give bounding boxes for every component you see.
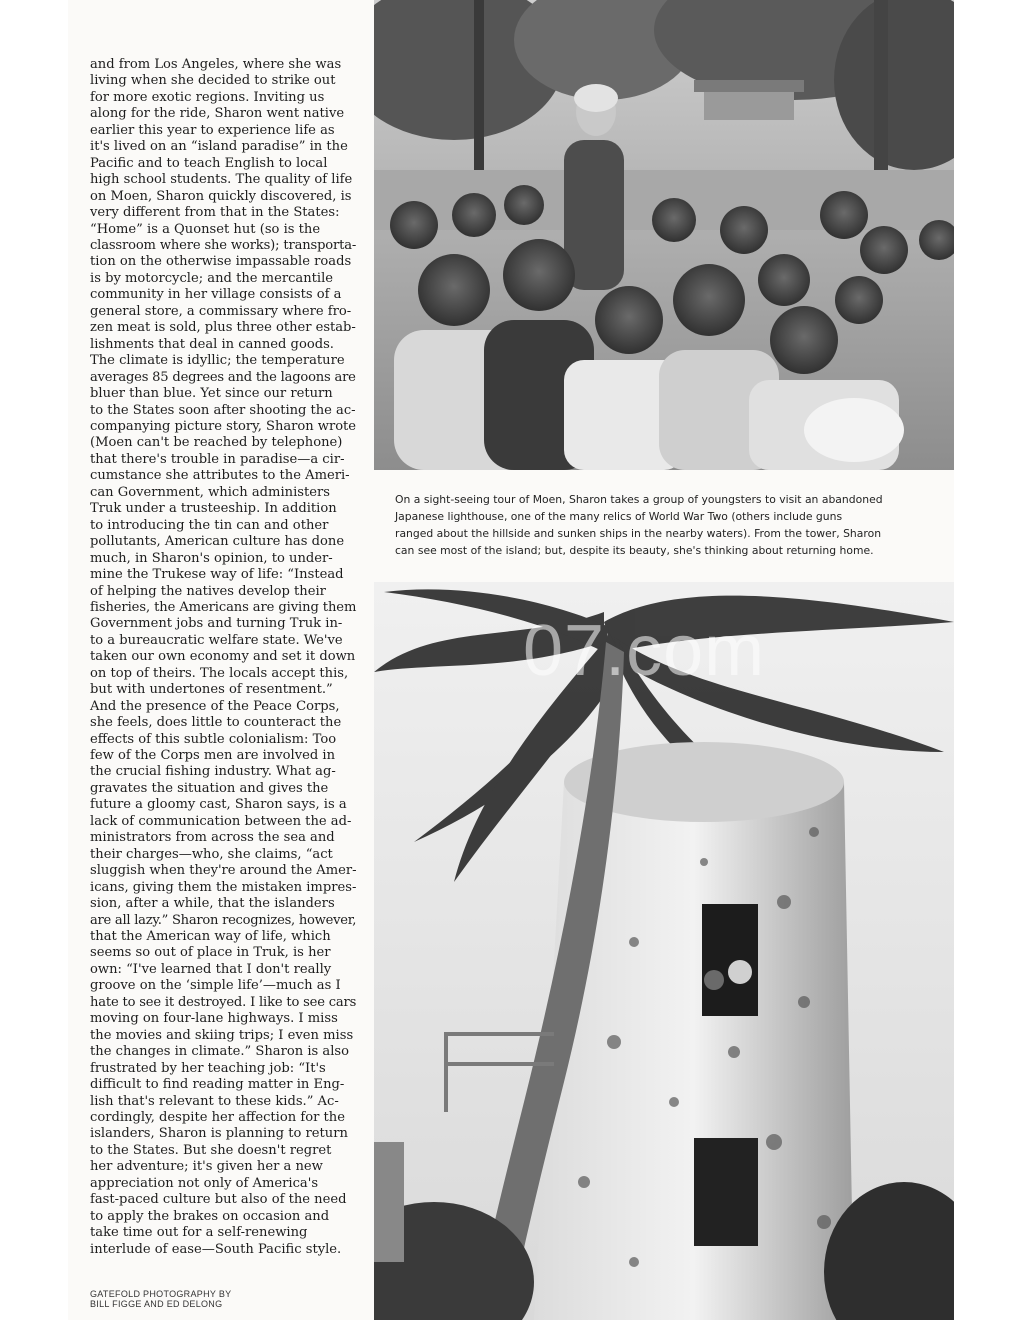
article-line: The climate is idyllic; the temperature: [90, 353, 345, 369]
lighthouse-palm-photo: [374, 582, 954, 1320]
article-line: fisheries, the Americans are giving them: [90, 599, 357, 615]
article-line: lack of communication between the ad-: [90, 813, 352, 829]
article-line: effects of this subtle colonialism: Too: [90, 731, 337, 747]
article-line: she feels, does little to counteract the: [90, 715, 342, 731]
article-line: sion, after a while, that the islanders: [90, 896, 335, 912]
article-line: few of the Corps men are involved in: [90, 748, 336, 764]
article-line: on top of theirs. The locals accept this,: [90, 665, 349, 681]
article-line: own: “I've learned that I don't really: [90, 961, 332, 977]
caption-line-3: ranged about the hillside and sunken ships in the nearby waters). From the tower, Sharon: [395, 527, 882, 540]
article-body-column: [90, 57, 356, 1258]
article-line: to the States soon after shooting the ac-: [90, 402, 356, 418]
article-line: can Government, which administers: [90, 484, 330, 500]
article-line: earlier this year to experience life as: [90, 122, 335, 138]
article-line: is by motorcycle; and the mercantile: [90, 270, 334, 286]
photo-caption: [395, 491, 928, 559]
article-line: lish that's relevant to these kids.” Ac-: [90, 1093, 339, 1109]
photo-credit-line-2: BILL FIGGE AND ED DELONG: [90, 1299, 223, 1309]
article-line: community in her village consists of a: [90, 287, 342, 303]
article-line: living when she decided to strike out: [90, 73, 336, 89]
article-line: bluer than blue. Yet since our return: [90, 386, 333, 402]
article-line: (Moen can't be reached by telephone): [90, 435, 343, 451]
watermark: 07.com: [523, 611, 766, 691]
children-group-photo: [374, 0, 954, 470]
article-line: appreciation not only of America's: [90, 1175, 319, 1191]
article-line: and from Los Angeles, where she was: [90, 57, 342, 72]
article-line: to the States. But she doesn't regret: [90, 1142, 332, 1158]
article-line: high school students. The quality of life: [90, 172, 353, 188]
article-line: And the presence of the Peace Corps,: [90, 698, 340, 714]
article-line: of helping the natives develop their: [90, 583, 326, 599]
article-line: taken our own economy and set it down: [90, 649, 356, 665]
article-line: tion on the otherwise impassable roads: [90, 254, 352, 270]
article-line: difficult to find reading matter in Eng-: [90, 1077, 345, 1093]
article-line: their charges—who, she claims, “act: [90, 846, 333, 862]
article-line: frustrated by her teaching job: “It's: [90, 1060, 326, 1076]
article-line: her adventure; it's given her a new: [90, 1159, 323, 1175]
article-line: the movies and skiing trips; I even miss: [90, 1027, 354, 1043]
caption-line-1: On a sight-seeing tour of Moen, Sharon takes a group of youngsters to visit an abandoned: [395, 493, 883, 506]
children-group-image: [374, 0, 954, 470]
lighthouse-palm-image: [374, 582, 954, 1320]
article-line: that there's trouble in paradise—a cir-: [90, 451, 345, 467]
photo-credit-line-1: GATEFOLD PHOTOGRAPHY BY: [90, 1289, 232, 1299]
article-line: ministrators from across the sea and: [90, 830, 335, 846]
article-line: Truk under a trusteeship. In addition: [90, 501, 337, 517]
article-line: fast-paced culture but also of the need: [90, 1192, 347, 1208]
article-line: cordingly, despite her affection for the: [90, 1110, 345, 1125]
article-line: the changes in climate.” Sharon is also: [90, 1044, 349, 1060]
article-line: along for the ride, Sharon went native: [90, 106, 345, 122]
article-line: to introducing the tin can and other: [90, 517, 329, 533]
article-line: islanders, Sharon is planning to return: [90, 1126, 348, 1142]
article-line: “Home” is a Quonset hut (so is the: [90, 221, 321, 237]
article-line: it's lived on an “island paradise” in the: [90, 139, 348, 155]
article-line: hate to see it destroyed. I like to see cars: [90, 994, 357, 1010]
article-line: classroom where she works); transporta-: [90, 237, 357, 253]
article-line: future a gloomy cast, Sharon says, is a: [90, 797, 347, 813]
article-line: much, in Sharon's opinion, to under-: [90, 550, 333, 566]
article-line: zen meat is sold, plus three other estab-: [90, 320, 356, 336]
article-line: companying picture story, Sharon wrote: [90, 418, 357, 434]
article-line: general store, a commissary where fro-: [90, 303, 352, 319]
photo-credit: [90, 1289, 350, 1309]
article-line: cumstance she attributes to the Ameri-: [90, 468, 350, 484]
article-line: gravates the situation and gives the: [90, 780, 329, 796]
caption-line-2: Japanese lighthouse, one of the many relics of World War Two (others include guns: [395, 510, 843, 523]
article-line: that the American way of life, which: [90, 929, 331, 945]
article-line: mine the Trukese way of life: “Instead: [90, 567, 344, 583]
article-line: moving on four-lane highways. I miss: [90, 1011, 338, 1027]
article-line: averages 85 degrees and the lagoons are: [90, 369, 356, 385]
article-line: on Moen, Sharon quickly discovered, is: [90, 188, 352, 204]
article-line: Pacific and to teach English to local: [90, 155, 328, 171]
article-line: the crucial fishing industry. What ag-: [90, 764, 336, 780]
article-line: very different from that in the States:: [90, 205, 340, 221]
article-line: for more exotic regions. Inviting us: [90, 89, 325, 105]
article-line: to a bureaucratic welfare state. We've: [90, 632, 343, 648]
article-line: groove on the ‘simple life’—much as I: [90, 978, 341, 994]
magazine-page: [68, 0, 954, 1320]
article-line: but with undertones of resentment.”: [90, 682, 333, 698]
article-line: pollutants, American culture has done: [90, 534, 345, 550]
caption-line-4: can see most of the island; but, despite its beauty, she's thinking about returning home.: [395, 544, 874, 557]
article-line: to apply the brakes on occasion and: [90, 1208, 330, 1224]
article-line: lishments that deal in canned goods.: [90, 336, 334, 352]
article-line: Government jobs and turning Truk in-: [90, 616, 343, 632]
article-line: seems so out of place in Truk, is her: [90, 945, 331, 961]
article-line: sluggish when they're around the Amer-: [90, 863, 357, 879]
article-line: icans, giving them the mistaken impres-: [90, 879, 357, 895]
article-line: interlude of ease—South Pacific style.: [90, 1241, 342, 1257]
article-line: are all lazy.” Sharon recognizes, however,: [90, 912, 357, 928]
article-line: take time out for a self-renewing: [90, 1225, 308, 1241]
